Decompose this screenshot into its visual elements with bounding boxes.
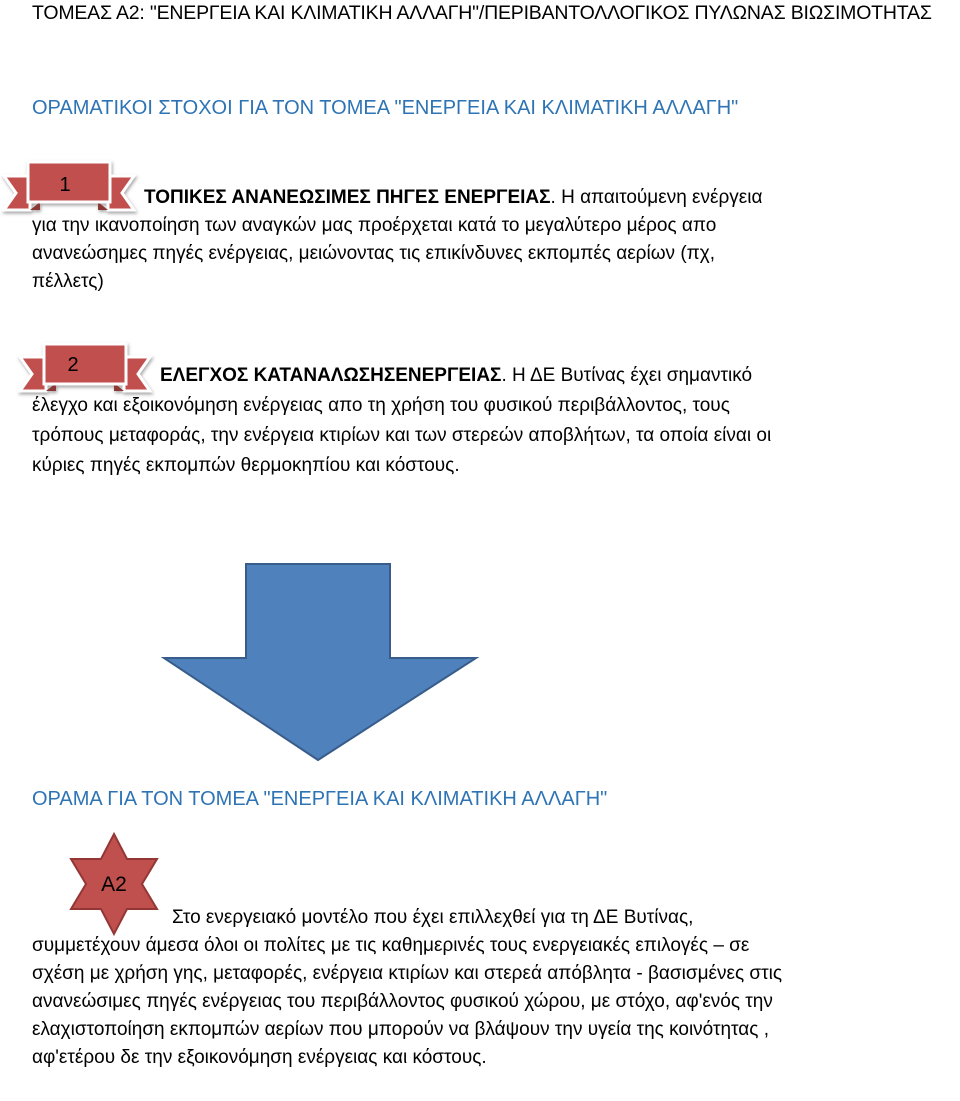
goals-heading: ΟΡΑΜΑΤΙΚΟΙ ΣΤΟΧΟΙ ΓΙΑ ΤΟΝ ΤΟΜΕΑ "ΕΝΕΡΓΕΙΑ ΚΑΙ ΚΛΙΜΑΤΙΚΗ ΑΛΛΑΓΗ" [32, 97, 739, 119]
vision-badge-label: Α2 [101, 873, 127, 896]
goal-2-title: ΕΛΕΓΧΟΣ ΚΑΤΑΝΑΛΩΣΗΣΕΝΕΡΓΕΙΑΣ [160, 365, 502, 386]
down-arrow-icon [160, 562, 480, 762]
goal-1-title: ΤΟΠΙΚΕΣ ΑΝΑΝΕΩΣΙΜΕΣ ΠΗΓΕΣ ΕΝΕΡΓΕΙΑΣ [144, 187, 551, 208]
goal-2-number: 2 [67, 354, 79, 376]
goal-1-text: . Η απαιτούμενη ενέργεια για την ικανοποίηση των αναγκών μας προέρχεται κατά το μεγαλύτερο μέρος απο ανανεώσημες πηγές ενέργειας, μειώνοντας τις επικίνδυνες εκπομπές αερίων (πχ, πέλλετς) [32, 187, 763, 292]
goal-1-number: 1 [59, 174, 71, 196]
page-header: ΤΟΜΕΑΣ Α2: "ΕΝΕΡΓΕΙΑ ΚΑΙ ΚΛΙΜΑΤΙΚΗ ΑΛΛΑΓΗ"/ΠΕΡΙΒΑΝΤΟΛΛΟΓΙΚΟΣ ΠΥΛΩΝΑΣ ΒΙΩΣΙΜΟΤΗΤΑΣ [32, 2, 932, 24]
goal-1-paragraph [32, 184, 777, 296]
goal-2-paragraph [32, 361, 802, 481]
vision-paragraph: Στο ενεργειακό μοντέλο που έχει επιλλεχθεί για τη ΔΕ Βυτίνας, συμμετέχουν άμεσα όλοι οι πολίτες με τις καθημερινές τους ενεργειακές επιλογές – σε σχέση με χρήση γης, μεταφορές, ενέργεια κτιρίων και στερεά απόβλητα - βασισμένες στις ανανεώσιμες πηγές ενέργειας του περιβάλλοντος φυσικού χώρου, με στόχο, αφ'ενός την ελαχιστοποίηση εκπομπών αερίων που μπορούν να βλάψουν την υγεία της κοινότητας , αφ'ετέρου δε την εξοικονόμηση ενέργειας και κόστους. [32, 907, 783, 1068]
goal-2-text: . Η ΔΕ Βυτίνας έχει σημαντικό έλεγχο και εξοικονόμηση ενέργειας απο τη χρήση του φυσικού περιβάλλοντος, τους τρόπους μεταφοράς, την ενέργεια κτιρίων και των στερεών αποβλήτων, τα οποία είναι οι κύριες πηγές εκπομπών θερμοκηπίου και κόστους. [32, 365, 772, 476]
vision-heading: ΟΡΑΜΑ ΓΙΑ ΤΟΝ ΤΟΜΕΑ "ΕΝΕΡΓΕΙΑ ΚΑΙ ΚΛΙΜΑΤΙΚΗ ΑΛΛΑΓΗ" [32, 788, 608, 810]
